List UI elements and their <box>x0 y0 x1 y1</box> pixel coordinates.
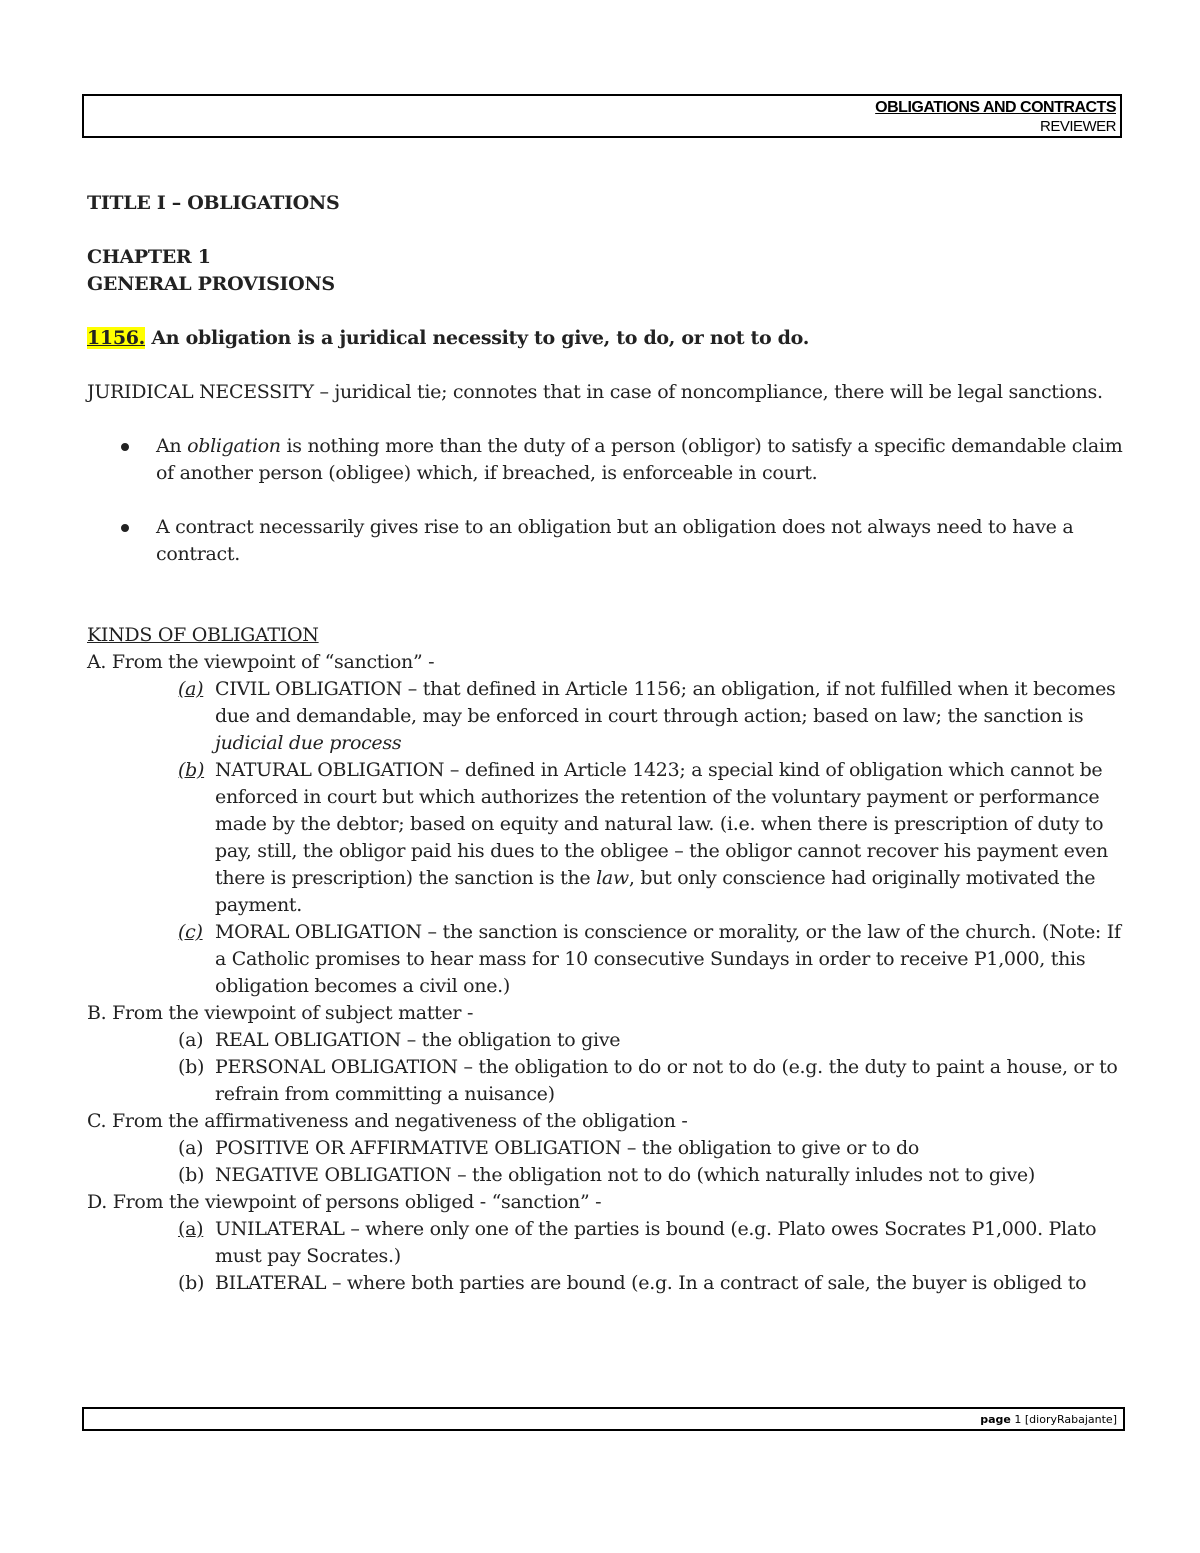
section-c-label: C. From the affirmativeness and negativeness of the obligation - <box>87 1110 688 1132</box>
list-item: (a) UNILATERAL – where only one of the parties is bound (e.g. Plato owes Socrates P1,000. Plato must pay Socrates.) <box>178 1218 1097 1267</box>
list-item: A contract necessarily gives rise to an obligation but an obligation does not always need to have a contract. <box>87 514 1127 568</box>
footer-text <box>980 1413 1117 1426</box>
footer-page-label: page <box>980 1413 1011 1426</box>
document-body <box>87 190 1127 1297</box>
list-item: (b) NATURAL OBLIGATION – defined in Article 1423; a special kind of obligation which cannot be enforced in court but which authorizes the retention of the voluntary payment or performance made by the debtor; based on equity and natural law. (i.e. when there is prescription of duty to pay, still, the obligor paid his dues to the obligee – the obligor cannot recover his payment even there is prescription) the sanction is the law, but only conscience had originally motivated the payment. <box>178 759 1108 916</box>
list-item: (a) POSITIVE OR AFFIRMATIVE OBLIGATION – the obligation to give or to do <box>178 1137 920 1159</box>
header-title: OBLIGATIONS AND CONTRACTS <box>875 99 1116 116</box>
footer-page-number: 1 <box>1014 1413 1022 1426</box>
bullet-icon <box>121 443 129 451</box>
page-footer <box>82 1407 1125 1431</box>
article-text: An obligation is a juridical necessity to give, to do, or not to do. <box>145 327 810 349</box>
bullet-icon <box>121 524 129 532</box>
footer-author: [dioryRabajante] <box>1024 1413 1117 1426</box>
list-item: (b) NEGATIVE OBLIGATION – the obligation not to do (which naturally inludes not to give) <box>178 1164 1035 1186</box>
list-item: (a) CIVIL OBLIGATION – that defined in Article 1156; an obligation, if not fulfilled when it becomes due and demandable, may be enforced in court through action; based on law; the sanction is judicial due process <box>178 678 1116 754</box>
title-heading: TITLE I – OBLIGATIONS <box>87 192 340 214</box>
chapter-heading: CHAPTER 1 <box>87 246 211 268</box>
chapter-name: GENERAL PROVISIONS <box>87 273 335 295</box>
list-item: (a) REAL OBLIGATION – the obligation to give <box>178 1029 621 1051</box>
kinds-heading: KINDS OF OBLIGATION <box>87 624 319 646</box>
header-subtitle: REVIEWER <box>1039 118 1116 135</box>
juridical-necessity-definition: JURIDICAL NECESSITY – juridical tie; connotes that in case of noncompliance, there will be legal sanctions. <box>87 381 1103 403</box>
page-header <box>82 94 1122 138</box>
list-item: (c) MORAL OBLIGATION – the sanction is conscience or morality, or the law of the church. (Note: If a Catholic promises to hear mass for 10 consecutive Sundays in order to receive P1,000, this obligation becomes a civil one.) <box>178 921 1121 997</box>
list-item: (b) PERSONAL OBLIGATION – the obligation to do or not to do (e.g. the duty to paint a house, or to refrain from committing a nuisance) <box>178 1056 1118 1105</box>
bullet-list <box>87 433 1127 568</box>
list-item: (b) BILATERAL – where both parties are bound (e.g. In a contract of sale, the buyer is obliged to <box>178 1272 1087 1294</box>
list-item: An obligation is nothing more than the duty of a person (obligor) to satisfy a specific demandable claim of another person (obligee) which, if breached, is enforceable in court. <box>87 433 1127 487</box>
section-b-label: B. From the viewpoint of subject matter - <box>87 1002 474 1024</box>
section-d-label: D. From the viewpoint of persons obliged - “sanction” - <box>87 1191 602 1213</box>
article-1156 <box>87 325 1127 352</box>
article-number: 1156. <box>87 327 145 349</box>
section-a-label: A. From the viewpoint of “sanction” - <box>87 651 435 673</box>
